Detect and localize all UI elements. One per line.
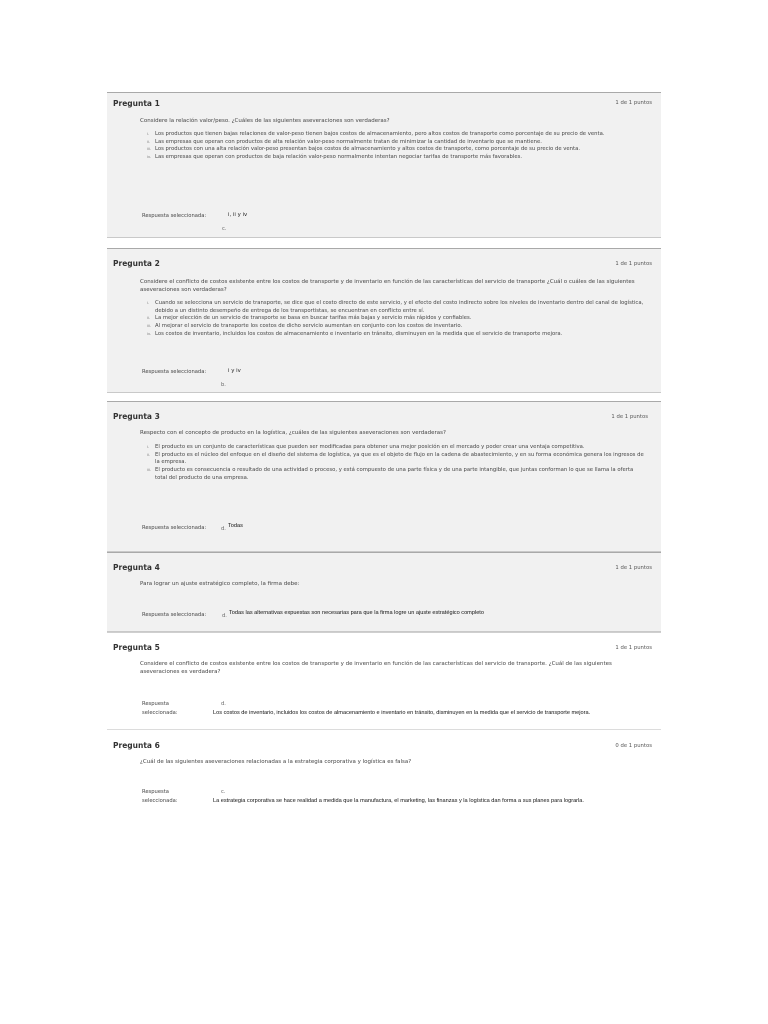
option-item: iv. Las empresas que operan con productos de baja relación valor-peso normalmente intentan negociar tarifas de transporte más favorables.	[147, 154, 523, 161]
option-item: i. Los productos que tienen bajas relaciones de valor-peso tienen bajos costos de almacenamiento, pero altos costos de transporte como porcentaje de su precio de venta.	[147, 131, 605, 137]
response-label-line-1: Respuesta	[142, 789, 169, 795]
options-list	[147, 300, 645, 339]
response-label-line-1: Respuesta	[142, 701, 169, 707]
question-points: 1 de 1 puntos	[615, 100, 652, 106]
question-text: Considere el conflicto de costos existente entre los costos de transporte y de inventario en función de las características del servicio de transporte ¿Cuál o cuáles de las siguientes aseveraciones son verdaderas?	[140, 279, 635, 293]
question-6	[107, 730, 661, 812]
options-list	[147, 131, 645, 162]
response-letter: c.	[221, 789, 226, 795]
response-value: Todas	[228, 523, 243, 529]
question-2	[107, 248, 661, 393]
response-value: i, ii y iv	[228, 212, 248, 218]
question-title: Pregunta 4	[113, 563, 160, 572]
response-label: Respuesta seleccionada:	[142, 612, 207, 618]
question-text: Considere el conflicto de costos existente entre los costos de transporte y de inventario en función de las características del servicio de transporte. ¿Cuál de las siguientes aseveraciones es verdadera?	[140, 661, 612, 675]
question-points: 1 de 1 puntos	[615, 645, 652, 651]
question-4	[107, 552, 661, 632]
question-title: Pregunta 5	[113, 643, 160, 652]
response-label-line-2: seleccionada:	[142, 798, 178, 804]
option-item: iii. Los productos con una alta relación valor-peso presentan bajos costos de almacenamiento y altos costos de transporte, como porcentaje de su precio de venta.	[147, 146, 581, 153]
question-3	[107, 401, 661, 552]
question-text: ¿Cuál de las siguientes aseveraciones relacionadas a la estrategia corporativa y logística es falsa?	[140, 759, 412, 765]
question-title: Pregunta 2	[113, 259, 160, 268]
option-item: iii. Al mejorar el servicio de transporte los costos de dicho servicio aumentan en conjunto con los costos de inventario.	[147, 323, 463, 330]
response-letter: d.	[221, 526, 226, 532]
response-label: Respuesta seleccionada:	[142, 369, 207, 375]
response-value: Los costos de inventario, incluidos los costos de almacenamiento e inventario en tránsito, disminuyen en la medida que el servicio de transporte mejora.	[213, 710, 591, 716]
options-list	[147, 444, 645, 483]
question-text: Respecto con el concepto de producto en la logística, ¿cuáles de las siguientes aseveraciones son verdaderas?	[140, 430, 446, 436]
response-letter: c.	[222, 226, 227, 232]
question-points: 1 de 1 puntos	[611, 414, 648, 420]
question-title: Pregunta 1	[113, 99, 160, 108]
response-letter: b.	[221, 382, 226, 388]
response-label: Respuesta seleccionada:	[142, 213, 207, 219]
question-5	[107, 632, 661, 730]
question-title: Pregunta 3	[113, 412, 160, 421]
option-item: i. El producto es un conjunto de características que pueden ser modificadas para obtener una mejor posición en el mercado y poder crear una ventaja competitiva.	[147, 444, 585, 450]
option-item: ii. La mejor elección de un servicio de transporte se basa en buscar tarifas más bajas y servicio más rápidos y confiables.	[147, 315, 472, 322]
response-letter: d.	[222, 613, 227, 619]
option-item: iii. El producto es consecuencia o resultado de una actividad o proceso, y está compuesto de una parte física y de una parte intangible, que juntas conforman lo que se llama la oferta total del producto de una empresa.	[147, 467, 634, 481]
option-item: ii. El producto es el núcleo del enfoque en el diseño del sistema de logística, ya que es el objeto de flujo en la cadena de abastecimiento, y en su forma económica genera los ingresos de la empresa.	[147, 451, 644, 466]
option-item: iv. Los costos de inventario, incluidos los costos de almacenamiento e inventario en tránsito, disminuyen en la medida que el servicio de transporte mejora.	[147, 330, 563, 337]
response-label-line-2: seleccionada:	[142, 710, 178, 716]
question-title: Pregunta 6	[113, 741, 160, 750]
question-points: 0 de 1 puntos	[615, 743, 652, 749]
response-label: Respuesta seleccionada:	[142, 525, 207, 531]
question-points: 1 de 1 puntos	[615, 261, 652, 267]
response-value: Todas las alternativas expuestas son necesarias para que la firma logre un ajuste estratégico completo	[229, 610, 484, 616]
question-text: Para lograr un ajuste estratégico completo, la firma debe:	[140, 581, 300, 587]
question-1	[107, 92, 661, 238]
option-item: i. Cuando se selecciona un servicio de transporte, se dice que el costo directo de este servicio, y el efecto del costo indirecto sobre los niveles de inventario dentro del canal de logística, debido a un distinto desempeño de entrega de los transportistas, se encuentran en conflicto entre sí.	[147, 300, 644, 314]
response-value: i y iv	[228, 368, 241, 374]
option-item: ii. Las empresas que operan con productos de alta relación valor-peso normalmente tratan de minimizar la cantidad de inventario que se mantiene.	[147, 138, 542, 145]
response-letter: d.	[221, 701, 226, 707]
response-value: La estrategia corporativa se hace realidad a medida que la manufactura, el marketing, las finanzas y la logística dan forma a sus planes para lograrla.	[213, 798, 584, 804]
question-text: Considere la relación valor/peso. ¿Cuáles de las siguientes aseveraciones son verdaderas?	[140, 118, 390, 124]
question-points: 1 de 1 puntos	[615, 565, 652, 571]
